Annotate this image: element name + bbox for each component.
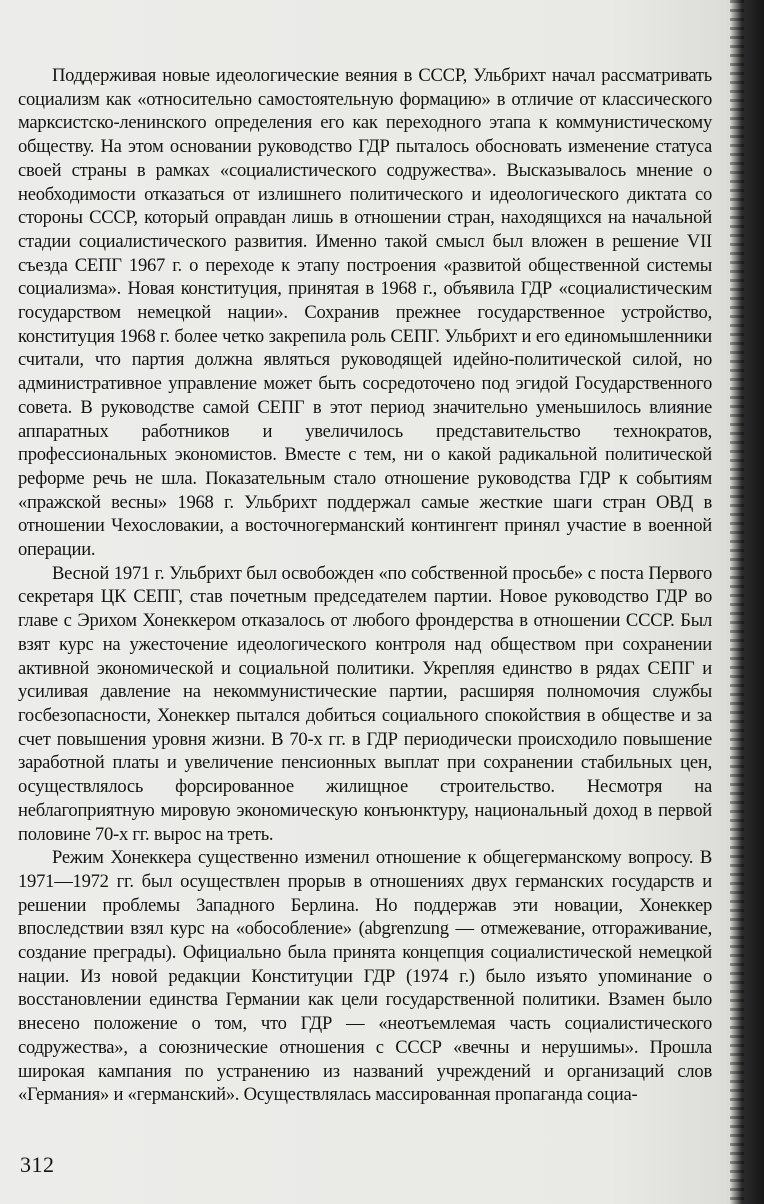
page-text [18,64,712,1107]
paragraph-1: Поддерживая новые идеологические веяния в СССР, Ульбрихт начал рассматривать социализм как «относительно самостоятельную формацию» в отличие от классического марксистско-ленинского определения его как переходного этапа к коммунистическому обществу. На этом основании руководство ГДР пыталось обосновать изменение статуса своей страны в рамках «социалистического содружества». Высказывалось мнение о необходимости отказаться от излишнего политического и идеологического диктата со стороны СССР, который оправдан лишь в отношении стран, находящихся на начальной стадии социалистического развития. Именно такой смысл был вложен в решение VII съезда СЕПГ 1967 г. о переходе к этапу построения «развитой общественной системы социализма». Новая конституция, принятая в 1968 г., объявила ГДР «социалистическим государством немецкой нации». Сохранив прежнее государственное устройство, конституция 1968 г. более четко закрепила роль СЕПГ. Ульбрихт и его единомышленники считали, что партия должна являться руководящей идейно-политической силой, но административное управление может быть сосредоточено под эгидой Государственного совета. В руководстве самой СЕПГ в этот период значительно уменьшилось влияние аппаратных работников и увеличилось представительство технократов, профессиональных экономистов. Вместе с тем, ни о какой радикальной политической реформе речь не шла. Показательным стало отношение руководства ГДР к событиям «пражской весны» 1968 г. Ульбрихт поддержал самые жесткие шаги стран ОВД в отношении Чехословакии, а восточногерманский контингент принял участие в военной операции. [18,65,712,561]
paragraph-2: Весной 1971 г. Ульбрихт был освобожден «по собственной просьбе» с поста Первого секретаря ЦК СЕПГ, став почетным председателем партии. Новое руководство ГДР во главе с Эрихом Хонеккером отказалось от любого фрондерства в отношении СССР. Был взят курс на ужесточение идеологического контроля над обществом при сохранении активной экономической и социальной политики. Укрепляя единство в рядах СЕПГ и усиливая давление на некоммунистические партии, расширяя полномочия службы госбезопасности, Хонеккер пытался добиться социального спокойствия в обществе и за счет повышения уровня жизни. В 70-х гг. в ГДР периодически происходило повышение заработной платы и увеличение пенсионных выплат при сохранении стабильных цен, осуществлялось форсированное жилищное строительство. Несмотря на неблагоприятную мировую экономическую конъюнктуру, национальный доход в первой половине 70-х гг. вырос на треть. [18,562,712,845]
page-number: 312 [20,1152,55,1177]
binding-shadow [730,0,764,1204]
paragraph-3: Режим Хонеккера существенно изменил отношение к общегерманскому вопросу. В 1971—1972 гг. был осуществлен прорыв в отношениях двух германских государств и решении проблемы Западного Берлина. Но поддержав эти новации, Хонеккер впоследствии взял курс на «обособление» (abgrenzung — отмежевание, отгораживание, создание преграды). Официально была принята концепция социалистической немецкой нации. Из новой редакции Конституции ГДР (1974 г.) было изъято упоминание о восстановлении единства Германии как цели государственной политики. Взамен было внесено положение о том, что ГДР — «неотъемлемая часть социалистического содружества», а союзнические отношения с СССР «вечны и нерушимы». Прошла широкая кампания по устранению из названий учреждений и организаций слов «Германия» и «германский». Осуществлялась массированная пропаганда социа- [18,847,712,1106]
